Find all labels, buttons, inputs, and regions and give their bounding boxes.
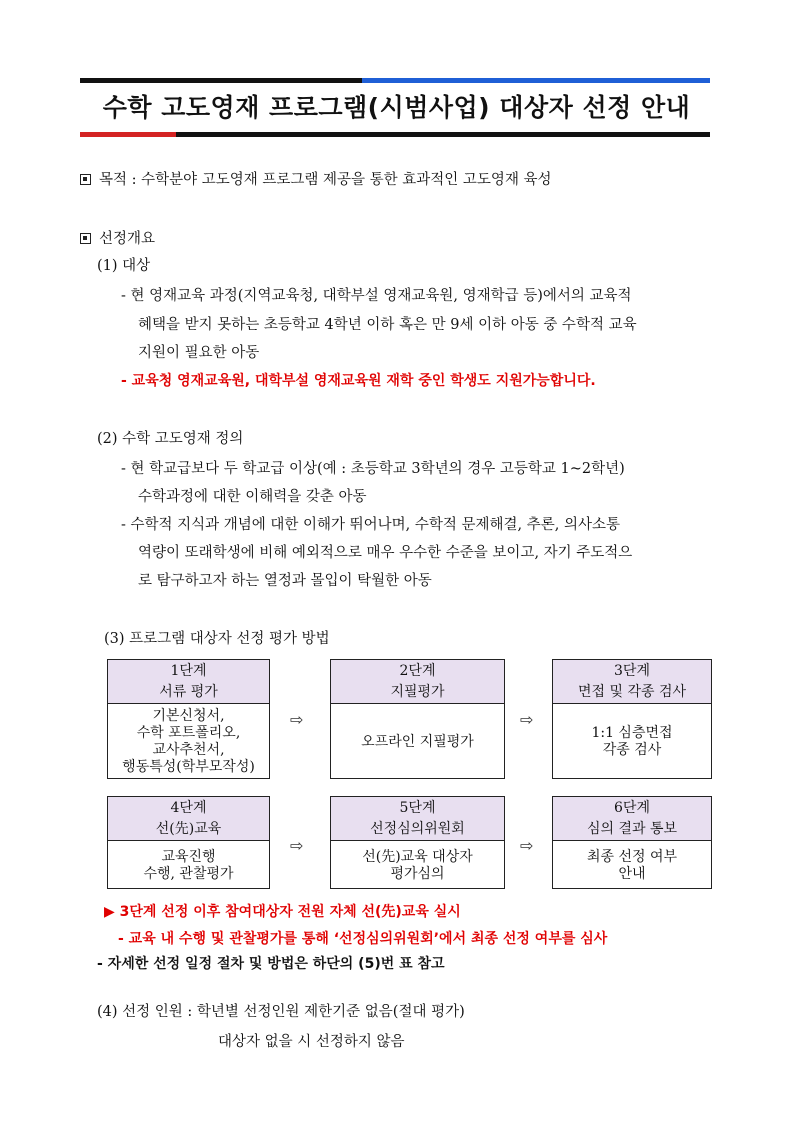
count-line-1: (4) 선정 인원 : 학년별 선정인원 제한기준 없음(절대 평가) [97, 1004, 465, 1020]
definition-line-3: - 수학적 지식과 개념에 대한 이해가 뛰어나며, 수학적 문제해결, 추론, 의사소통 [121, 517, 621, 533]
definition-line-4: 역량이 또래학생에 비해 예외적으로 매우 우수한 수준을 보이고, 자기 주도적으 [138, 545, 633, 561]
step-6-box [552, 796, 712, 889]
title-top-bar-blue [362, 78, 710, 83]
title-top-bar-black [80, 78, 362, 83]
step-5-box [330, 796, 505, 889]
step-4-box [107, 796, 270, 889]
square-bullet-icon [80, 233, 91, 244]
arrow-right-icon: ⇨ [290, 836, 304, 855]
note-red-2: - 교육 내 수행 및 관찰평가를 통해 ‘선정심의위원회’에서 최종 선정 여부를 심사 [118, 931, 608, 947]
target-red-note: - 교육청 영재교육원, 대학부설 영재교육원 재학 중인 학생도 지원가능합니다. [121, 373, 596, 389]
arrow-right-icon: ⇨ [520, 710, 534, 729]
step-4-stage: 4단계 선(先)교육 [108, 797, 269, 841]
definition-heading: (2) 수학 고도영재 정의 [97, 431, 244, 447]
step-3-stage: 3단계 면접 및 각종 검사 [553, 660, 711, 704]
note-black: - 자세한 선정 일정 절차 및 방법은 하단의 (5)번 표 참고 [97, 956, 445, 972]
note-red-1: ▶ 3단계 선정 이후 참여대상자 전원 자체 선(先)교육 실시 [104, 904, 461, 920]
title-bottom-bar-black [176, 132, 710, 137]
step-6-stage: 6단계 심의 결과 통보 [553, 797, 711, 841]
page-title: 수학 고도영재 프로그램(시범사업) 대상자 선정 안내 [102, 93, 691, 122]
target-line-2: 혜택을 받지 못하는 초등학교 4학년 이하 혹은 만 9세 이하 아동 중 수학적 교육 [138, 317, 637, 333]
definition-line-2: 수학과정에 대한 이해력을 갖춘 아동 [138, 489, 367, 505]
definition-line-5: 로 탐구하고자 하는 열정과 몰입이 탁월한 아동 [138, 573, 432, 589]
step-1-stage: 1단계 서류 평가 [108, 660, 269, 704]
arrow-right-icon: ⇨ [290, 710, 304, 729]
step-2-body: 오프라인 지필평가 [361, 733, 474, 750]
method-heading: (3) 프로그램 대상자 선정 평가 방법 [104, 631, 330, 647]
target-line-1: - 현 영재교육 과정(지역교육청, 대학부설 영재교육원, 영재학급 등)에서의 교육적 [121, 288, 632, 304]
count-line-2: 대상자 없을 시 선정하지 않음 [218, 1034, 405, 1050]
step-3-body: 1:1 심층면접 각종 검사 [591, 725, 673, 758]
step-4-body: 교육진행 수행, 관찰평가 [143, 848, 234, 882]
square-bullet-icon [80, 174, 91, 185]
title-bottom-bar-red [80, 132, 176, 137]
step-5-body: 선(先)교육 대상자 평가심의 [362, 848, 473, 882]
overview-heading: 선정개요 [80, 229, 155, 249]
target-heading: (1) 대상 [97, 258, 151, 274]
purpose-line: 목적 : 수학분야 고도영재 프로그램 제공을 통한 효과적인 고도영재 육성 [80, 170, 552, 190]
step-2-stage: 2단계 지필평가 [331, 660, 504, 704]
step-2-box [330, 659, 505, 779]
definition-line-1: - 현 학교급보다 두 학교급 이상(예 : 초등학교 3학년의 경우 고등학교 1~2학년) [121, 461, 625, 477]
target-line-3: 지원이 필요한 아동 [138, 345, 260, 361]
step-1-body: 기본신청서, 수학 포트폴리오, 교사추천서, 행동특성(학부모작성) [122, 708, 255, 775]
arrow-right-icon: ⇨ [520, 836, 534, 855]
step-6-body: 최종 선정 여부 안내 [586, 848, 678, 882]
step-3-box [552, 659, 712, 779]
step-1-box [107, 659, 270, 779]
step-5-stage: 5단계 선정심의위원회 [331, 797, 504, 841]
